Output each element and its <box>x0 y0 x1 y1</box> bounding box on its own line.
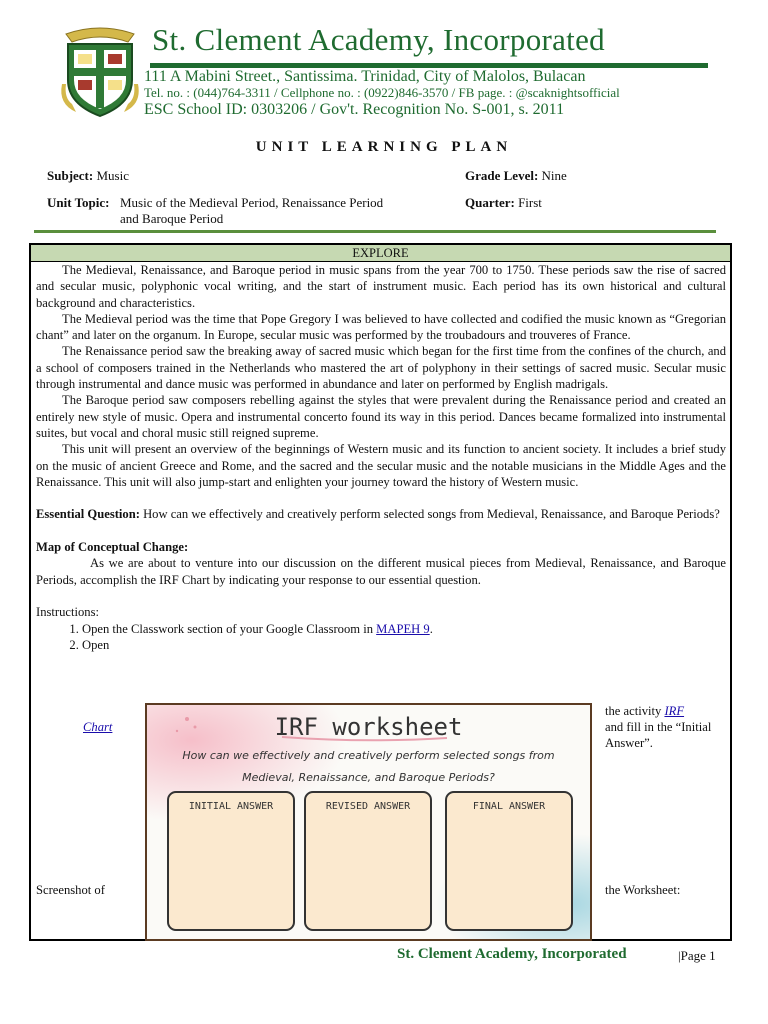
step-2-right-line3: Answer”. <box>605 736 653 750</box>
school-contact: Tel. no. : (044)764-3311 / Cellphone no. : (0922)846-3570 / FB page. : @scaknightsofficial <box>144 85 620 100</box>
instructions-list <box>36 621 726 654</box>
essential-question-text: How can we effectively and creatively perform selected songs from Medieval, Renaissance, and Baroque Periods? <box>139 507 720 522</box>
paragraph-renaissance: The Renaissance period saw the breaking away of sacred music which began for the first time from the confines of the church, and a school of composers trained in the Netherlands who mastered the art of polyphony in their settings of sacred music. Secular music through instrumental and dance music was performed in abundance and later on performed by English madrigals. <box>36 344 726 392</box>
meta-divider <box>34 230 716 233</box>
explore-header: EXPLORE <box>31 245 730 262</box>
screenshot-caption-left: Screenshot of <box>36 883 105 897</box>
subject-value: Music <box>96 168 129 183</box>
instruction-step-1: 1. Open the Classwork section of your Google Classroom in MAPEH 9. <box>82 621 726 637</box>
step-2-right-line1: the activity IRF <box>605 704 685 718</box>
revised-answer-box: REVISED ANSWER <box>304 791 432 931</box>
topic-value-line2: and Baroque Period <box>120 211 224 226</box>
screenshot-caption-right: the Worksheet: <box>605 883 681 897</box>
map-label: Map of Conceptual Change: <box>36 540 189 555</box>
subject-label: Subject: <box>47 168 94 183</box>
grade-value: Nine <box>541 168 567 183</box>
map-text: As we are about to venture into our discussion on the different musical pieces from Medieval, Renaissance, and Baroque Periods, accomplish the IRF Chart by indicating your response to our essential question. <box>36 556 726 587</box>
school-esc-id: ESC School ID: 0303206 / Gov't. Recognition No. S-001, s. 2011 <box>144 101 565 118</box>
topic-label: Unit Topic: <box>47 195 110 210</box>
final-answer-box: FINAL ANSWER <box>445 791 573 931</box>
paragraph-unit-intro: This unit will present an overview of the beginnings of Western music and its function to ancient society. It includes a brief study on the music of ancient Greece and Rome, and the sacred and the secular music and the notable musicians in the Middle Ages and the Renaissance. This unit will also jump-start and enlighten your journey toward the history of Western music. <box>36 442 726 489</box>
footer-school-name: St. Clement Academy, Incorporated <box>397 946 627 962</box>
explore-body <box>36 262 726 653</box>
subject-row <box>47 168 129 184</box>
worksheet-title: IRF worksheet <box>274 713 463 741</box>
grade-row <box>465 168 567 184</box>
document-title: UNIT LEARNING PLAN <box>255 139 513 155</box>
mapeh-9-link[interactable]: MAPEH 9 <box>376 621 430 636</box>
school-name: St. Clement Academy, Incorporated <box>152 22 605 57</box>
school-seal-logo <box>58 24 142 118</box>
paragraph-overview: The Medieval, Renaissance, and Baroque period in music spans from the year 700 to 1750. These periods saw the rise of sacred and secular music, polyphonic vocal writing, and the start of instrument music. Each period has its own historical and cultural background and characteristics. <box>36 263 726 310</box>
step-2-right-line2: and fill in the “Initial <box>605 720 712 734</box>
school-address: 111 A Mabini Street., Santissima. Trinidad, City of Malolos, Bulacan <box>144 68 586 85</box>
paragraph-baroque: The Baroque period saw composers rebelling against the styles that were prevalent during the Renaissance period and created an entirely new style of music. Opera and instrumental concerto found its way in this period. Dances became formalized into instrumental suites, but vocal and choral music still reigned supreme. <box>36 393 726 440</box>
irf-link[interactable]: IRF <box>664 704 685 718</box>
footer-page-number: |Page 1 <box>678 948 716 963</box>
instruction-step-2: 2. Open <box>82 637 726 653</box>
quarter-label: Quarter: <box>465 195 515 210</box>
quarter-value: First <box>518 195 542 210</box>
grade-label: Grade Level: <box>465 168 539 183</box>
essential-question-label: Essential Question: <box>36 507 140 522</box>
irf-worksheet-image <box>145 703 592 941</box>
initial-answer-box: INITIAL ANSWER <box>167 791 295 931</box>
essential-question <box>36 506 726 522</box>
quarter-row <box>465 195 542 211</box>
worksheet-question: How can we effectively and creatively perform selected songs from Medieval, Renaissance, and Baroque Periods? <box>182 749 555 784</box>
chart-link[interactable]: Chart <box>83 720 113 734</box>
topic-value-line1: Music of the Medieval Period, Renaissance Period <box>120 195 384 210</box>
instructions-label: Instructions: <box>36 605 99 620</box>
paragraph-medieval: The Medieval period was the time that Pope Gregory I was believed to have collected and codified the music known as “Gregorian chant” and later on the organum. In Europe, secular music was performed by the troubadours and trouveres of France. <box>36 311 726 343</box>
